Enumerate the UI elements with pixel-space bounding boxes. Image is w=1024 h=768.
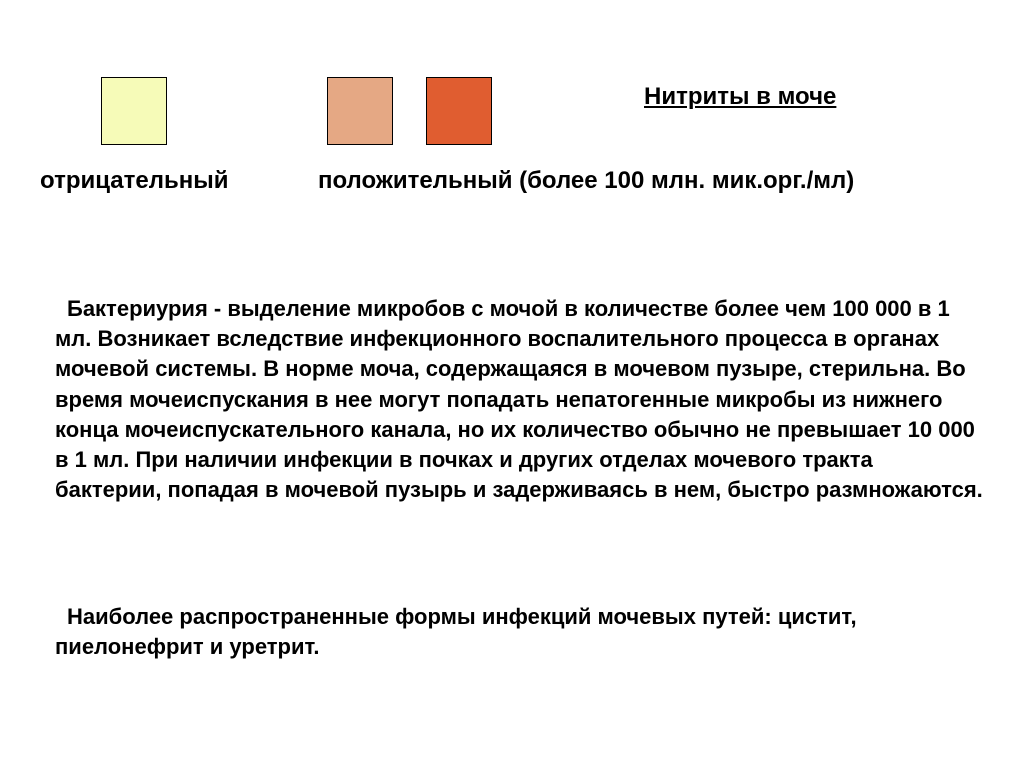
legend-label-negative: отрицательный <box>40 167 229 194</box>
paragraph-bacteriuria: Бактериурия - выделение микробов с мочой в количестве более чем 100 000 в 1 мл. Возникает вследствие инфекционного воспалительного процесса в органах мочевой системы. В норме моча, содержащаяся в мочевом пузыре, стерильна. Во время мочеиспускания в нее могут попадать непатогенные микробы из нижнего конца мочеиспускательного канала, но их количество обычно не превышает 10 000 в 1 мл. При наличии инфекции в почках и других отделах мочевого тракта бактерии, попадая в мочевой пузырь и задерживаясь в нем, быстро размножаются. <box>55 296 983 503</box>
page-title: Нитриты в моче <box>644 83 837 110</box>
swatch-negative <box>101 77 167 145</box>
paragraph-infection-forms: Наиболее распространенные формы инфекций мочевых путей: цистит, пиелонефрит и уретрит. <box>55 604 857 660</box>
legend-label-positive: положительный (более 100 млн. мик.орг./мл) <box>318 167 855 194</box>
swatch-positive-dark <box>426 77 492 145</box>
swatch-positive-light <box>327 77 393 145</box>
